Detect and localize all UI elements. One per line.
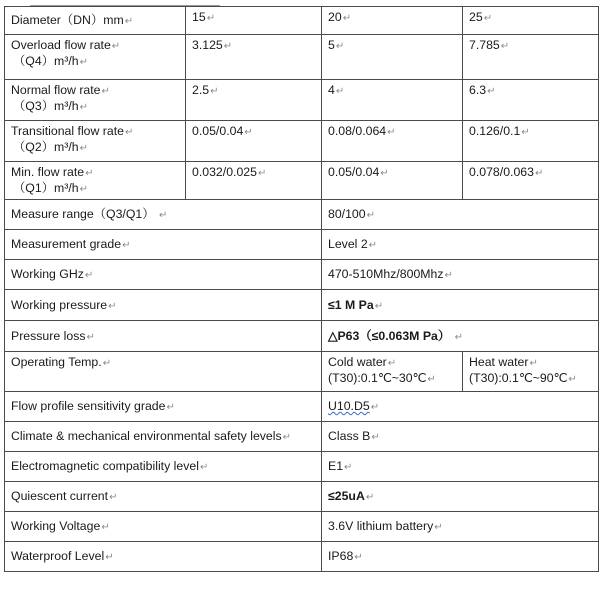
table-row — [5, 7, 599, 35]
table-row — [5, 512, 599, 542]
q4-dn25-cell: 7.785↵ — [463, 35, 599, 80]
heat-water-cell: Heat water↵ (T30):0.1℃~90℃↵ — [463, 352, 599, 392]
working-ghz-label-cell: Working GHz↵ — [5, 260, 322, 290]
working-pressure-value-cell: ≤1 M Pa↵ — [322, 290, 599, 321]
table-row — [5, 162, 599, 200]
q3-dn20-cell: 4↵ — [322, 80, 463, 121]
q2-dn20-cell: 0.08/0.064↵ — [322, 121, 463, 162]
table-row — [5, 352, 599, 392]
quiescent-current-label-cell: Quiescent current↵ — [5, 482, 322, 512]
working-ghz-value-cell: 470-510Mhz/800Mhz↵ — [322, 260, 599, 290]
table-row — [5, 230, 599, 260]
q2-label-cell: Transitional flow rate↵ （Q2）m³/h↵ — [5, 121, 186, 162]
waterproof-level-value-cell: IP68↵ — [322, 542, 599, 572]
q1-dn20-cell: 0.05/0.04↵ — [322, 162, 463, 200]
working-voltage-label-cell: Working Voltage↵ — [5, 512, 322, 542]
table-row — [5, 80, 599, 121]
waterproof-level-label-cell: Waterproof Level↵ — [5, 542, 322, 572]
q4-label-cell: Overload flow rate↵ （Q4）m³/h↵ — [5, 35, 186, 80]
q4-dn15-cell: 3.125↵ — [186, 35, 322, 80]
table-row — [5, 392, 599, 422]
table-row — [5, 260, 599, 290]
pressure-loss-value-cell: △P63（≤0.063M Pa） ↵ — [322, 321, 599, 352]
flow-profile-label-cell: Flow profile sensitivity grade↵ — [5, 392, 322, 422]
emc-level-value-cell: E1↵ — [322, 452, 599, 482]
pressure-loss-label-cell: Pressure loss↵ — [5, 321, 322, 352]
table-row — [5, 35, 599, 80]
table-row — [5, 200, 599, 230]
table-row — [5, 121, 599, 162]
emc-level-label-cell: Electromagnetic compatibility level↵ — [5, 452, 322, 482]
q2-dn25-cell: 0.126/0.1↵ — [463, 121, 599, 162]
working-pressure-label-cell: Working pressure↵ — [5, 290, 322, 321]
working-voltage-value-cell: 3.6V lithium battery↵ — [322, 512, 599, 542]
table-row — [5, 542, 599, 572]
measure-range-label-cell: Measure range（Q3/Q1） ↵ — [5, 200, 322, 230]
q3-dn25-cell: 6.3↵ — [463, 80, 599, 121]
q3-label-cell: Normal flow rate↵ （Q3）m³/h↵ — [5, 80, 186, 121]
table-row — [5, 290, 599, 321]
q4-dn20-cell: 5↵ — [322, 35, 463, 80]
measure-range-value-cell: 80/100↵ — [322, 200, 599, 230]
diameter-dn15-cell: 15↵ — [186, 7, 322, 35]
climate-safety-label-cell: Climate & mechanical environmental safety levels↵ — [5, 422, 322, 452]
measurement-grade-label-cell: Measurement grade↵ — [5, 230, 322, 260]
specification-table — [4, 6, 599, 572]
diameter-label-cell: Diameter（DN）mm↵ — [5, 7, 186, 35]
q3-dn15-cell: 2.5↵ — [186, 80, 322, 121]
table-row — [5, 452, 599, 482]
q1-dn15-cell: 0.032/0.025↵ — [186, 162, 322, 200]
operating-temp-label-cell: Operating Temp.↵ — [5, 352, 322, 392]
diameter-dn20-cell: 20↵ — [322, 7, 463, 35]
climate-safety-value-cell: Class B↵ — [322, 422, 599, 452]
table-row — [5, 422, 599, 452]
measurement-grade-value-cell: Level 2↵ — [322, 230, 599, 260]
q2-dn15-cell: 0.05/0.04↵ — [186, 121, 322, 162]
diameter-dn25-cell: 25↵ — [463, 7, 599, 35]
quiescent-current-value-cell: ≤25uA↵ — [322, 482, 599, 512]
q1-label-cell: Min. flow rate↵ （Q1）m³/h↵ — [5, 162, 186, 200]
table-row — [5, 321, 599, 352]
q1-dn25-cell: 0.078/0.063↵ — [463, 162, 599, 200]
table-row — [5, 482, 599, 512]
cold-water-cell: Cold water↵ (T30):0.1℃~30℃↵ — [322, 352, 463, 392]
flow-profile-value-cell: U10.D5↵ — [322, 392, 599, 422]
